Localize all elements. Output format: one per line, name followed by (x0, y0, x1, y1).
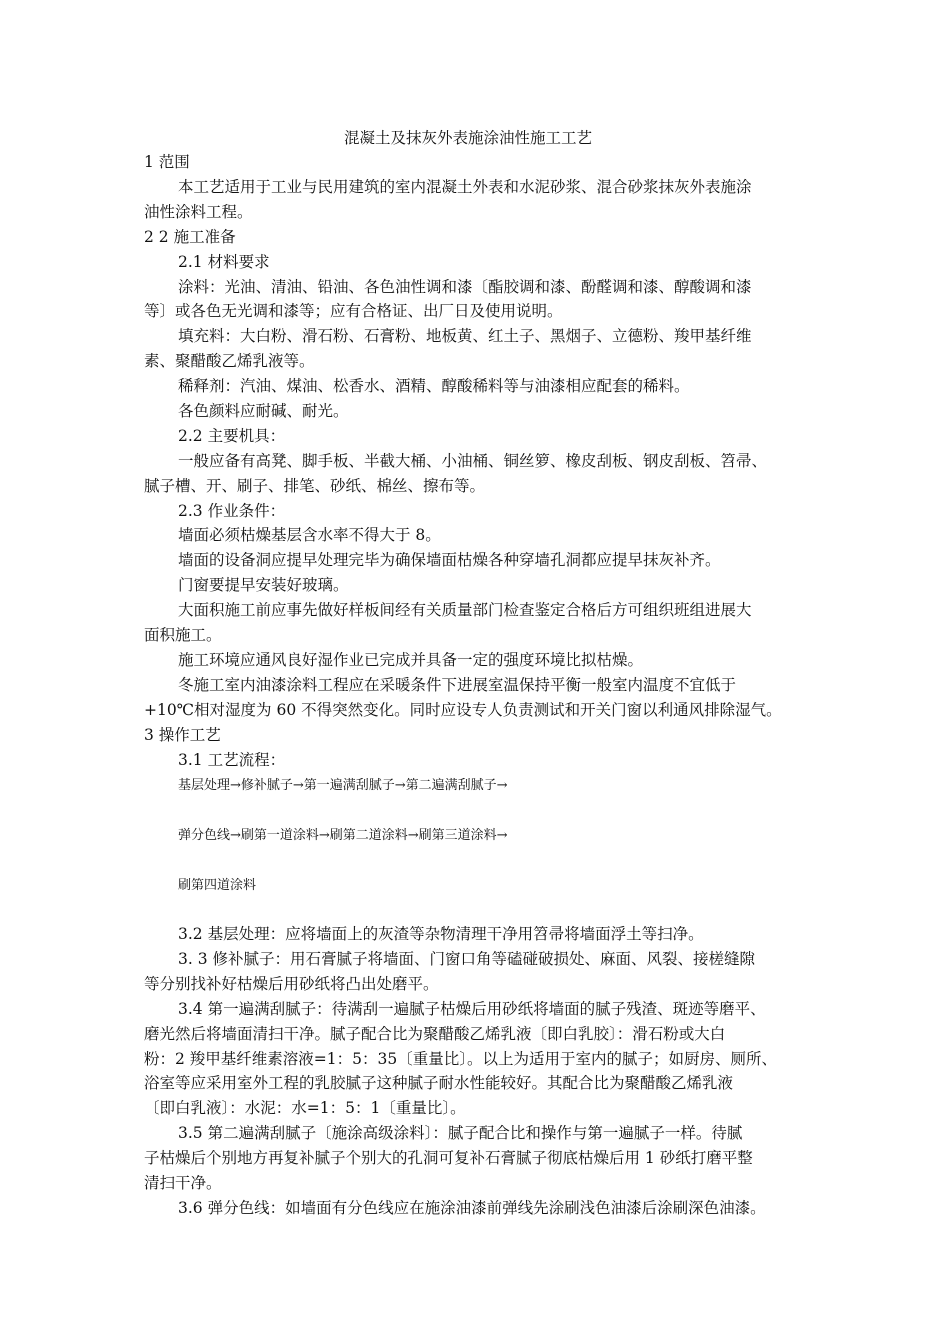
paragraph-line: 油性涂料工程。 (144, 203, 253, 221)
paragraph-line: 墙面的设备洞应提早处理完毕为确保墙面枯燥各种穿墙孔洞都应提早抹灰补齐。 (178, 551, 721, 569)
paragraph-line: 等〕或各色无光调和漆等；应有合格证、出厂日及使用说明。 (144, 302, 563, 320)
paragraph-line: 腻子槽、开、刷子、排笔、砂纸、棉丝、擦布等。 (144, 477, 486, 495)
document-title: 混凝土及抹灰外表施涂油性施工工艺 (344, 129, 593, 147)
paragraph-line: 一般应备有高凳、脚手板、半截大桶、小油桶、铜丝箩、橡皮刮板、钢皮刮板、笤帚、 (178, 452, 768, 470)
subsection-heading: 2.3 作业条件： (178, 502, 286, 520)
paragraph-line: 填充料：大白粉、滑石粉、石膏粉、地板黄、红土子、黑烟子、立德粉、羧甲基纤维 (178, 327, 752, 345)
paragraph-line: 各色颜料应耐碱、耐光。 (178, 402, 349, 420)
section-heading: 2 2 施工准备 (144, 228, 236, 246)
paragraph-line: 面积施工。 (144, 626, 222, 644)
subsection-heading: 3.1 工艺流程： (178, 751, 286, 769)
paragraph-line: 磨光然后将墙面清扫干净。腻子配合比为聚醋酸乙烯乳液〔即白乳胶〕：滑石粉或大白 (144, 1025, 726, 1043)
paragraph-line: 本工艺适用于工业与民用建筑的室内混凝土外表和水泥砂浆、混合砂浆抹灰外表施涂 (178, 178, 752, 196)
paragraph-line: 清扫干净。 (144, 1174, 222, 1192)
paragraph-line: 素、聚醋酸乙烯乳液等。 (144, 352, 315, 370)
paragraph-line: 施工环境应通风良好湿作业已完成并具备一定的强度环境比拟枯燥。 (178, 651, 644, 669)
flow-line: 弹分色线→刷第一道涂料→刷第二道涂料→刷第三道涂料→ (178, 828, 508, 843)
subsection-heading: 2.2 主要机具： (178, 427, 286, 445)
paragraph-line: 稀释剂：汽油、煤油、松香水、酒精、醇酸稀料等与油漆相应配套的稀料。 (178, 377, 690, 395)
paragraph-line: +10℃相对湿度为 60 不得突然变化。同时应设专人负责测试和开关门窗以利通风排除湿气。 (144, 701, 782, 719)
paragraph-line: 墙面必须枯燥基层含水率不得大于 8。 (178, 526, 441, 544)
section-heading: 1 范围 (144, 153, 190, 171)
paragraph-line: 粉：2 羧甲基纤维素溶液=1：5：35〔重量比〕。以上为适用于室内的腻子；如厨房、厕所、 (144, 1050, 777, 1068)
paragraph-line: 冬施工室内油漆涂料工程应在采暖条件下进展室温保持平衡一般室内温度不宜低于 (178, 676, 737, 694)
paragraph-line: 3.6 弹分色线：如墙面有分色线应在施涂油漆前弹线先涂刷浅色油漆后涂刷深色油漆。 (178, 1199, 766, 1217)
paragraph-line: 3. 3 修补腻子：用石膏腻子将墙面、门窗口角等磕碰破损处、麻面、风裂、接槎缝隙 (178, 950, 756, 968)
flow-line: 基层处理→修补腻子→第一遍满刮腻子→第二遍满刮腻子→ (178, 778, 508, 793)
subsection-heading: 2.1 材料要求 (178, 253, 270, 271)
paragraph-line: 浴室等应采用室外工程的乳胶腻子这种腻子耐水性能较好。其配合比为聚醋酸乙烯乳液 (144, 1074, 734, 1092)
paragraph-line: 〔即白乳液〕：水泥：水=1：5：1〔重量比〕。 (144, 1099, 466, 1117)
flow-line: 刷第四道涂料 (178, 878, 257, 893)
paragraph-line: 3.2 基层处理：应将墙面上的灰渣等杂物清理干净用笤帚将墙面浮土等扫净。 (178, 925, 704, 943)
paragraph-line: 涂料：光油、清油、铅油、各色油性调和漆〔酯胶调和漆、酚醛调和漆、醇酸调和漆 (178, 278, 752, 296)
paragraph-line: 门窗要提早安装好玻璃。 (178, 576, 349, 594)
paragraph-line: 大面积施工前应事先做好样板间经有关质量部门检查鉴定合格后方可组织班组进展大 (178, 601, 752, 619)
paragraph-line: 等分别找补好枯燥后用砂纸将凸出处磨平。 (144, 975, 439, 993)
section-heading: 3 操作工艺 (144, 726, 221, 744)
paragraph-line: 3.4 第一遍满刮腻子：待满刮一遍腻子枯燥后用砂纸将墙面的腻子残渣、斑迹等磨平、 (178, 1000, 766, 1018)
paragraph-line: 3.5 第二遍满刮腻子〔施涂高级涂料〕：腻子配合比和操作与第一遍腻子一样。待腻 (178, 1124, 743, 1142)
paragraph-line: 子枯燥后个别地方再复补腻子个别大的孔洞可复补石膏腻子彻底枯燥后用 1 砂纸打磨平整 (144, 1149, 753, 1167)
